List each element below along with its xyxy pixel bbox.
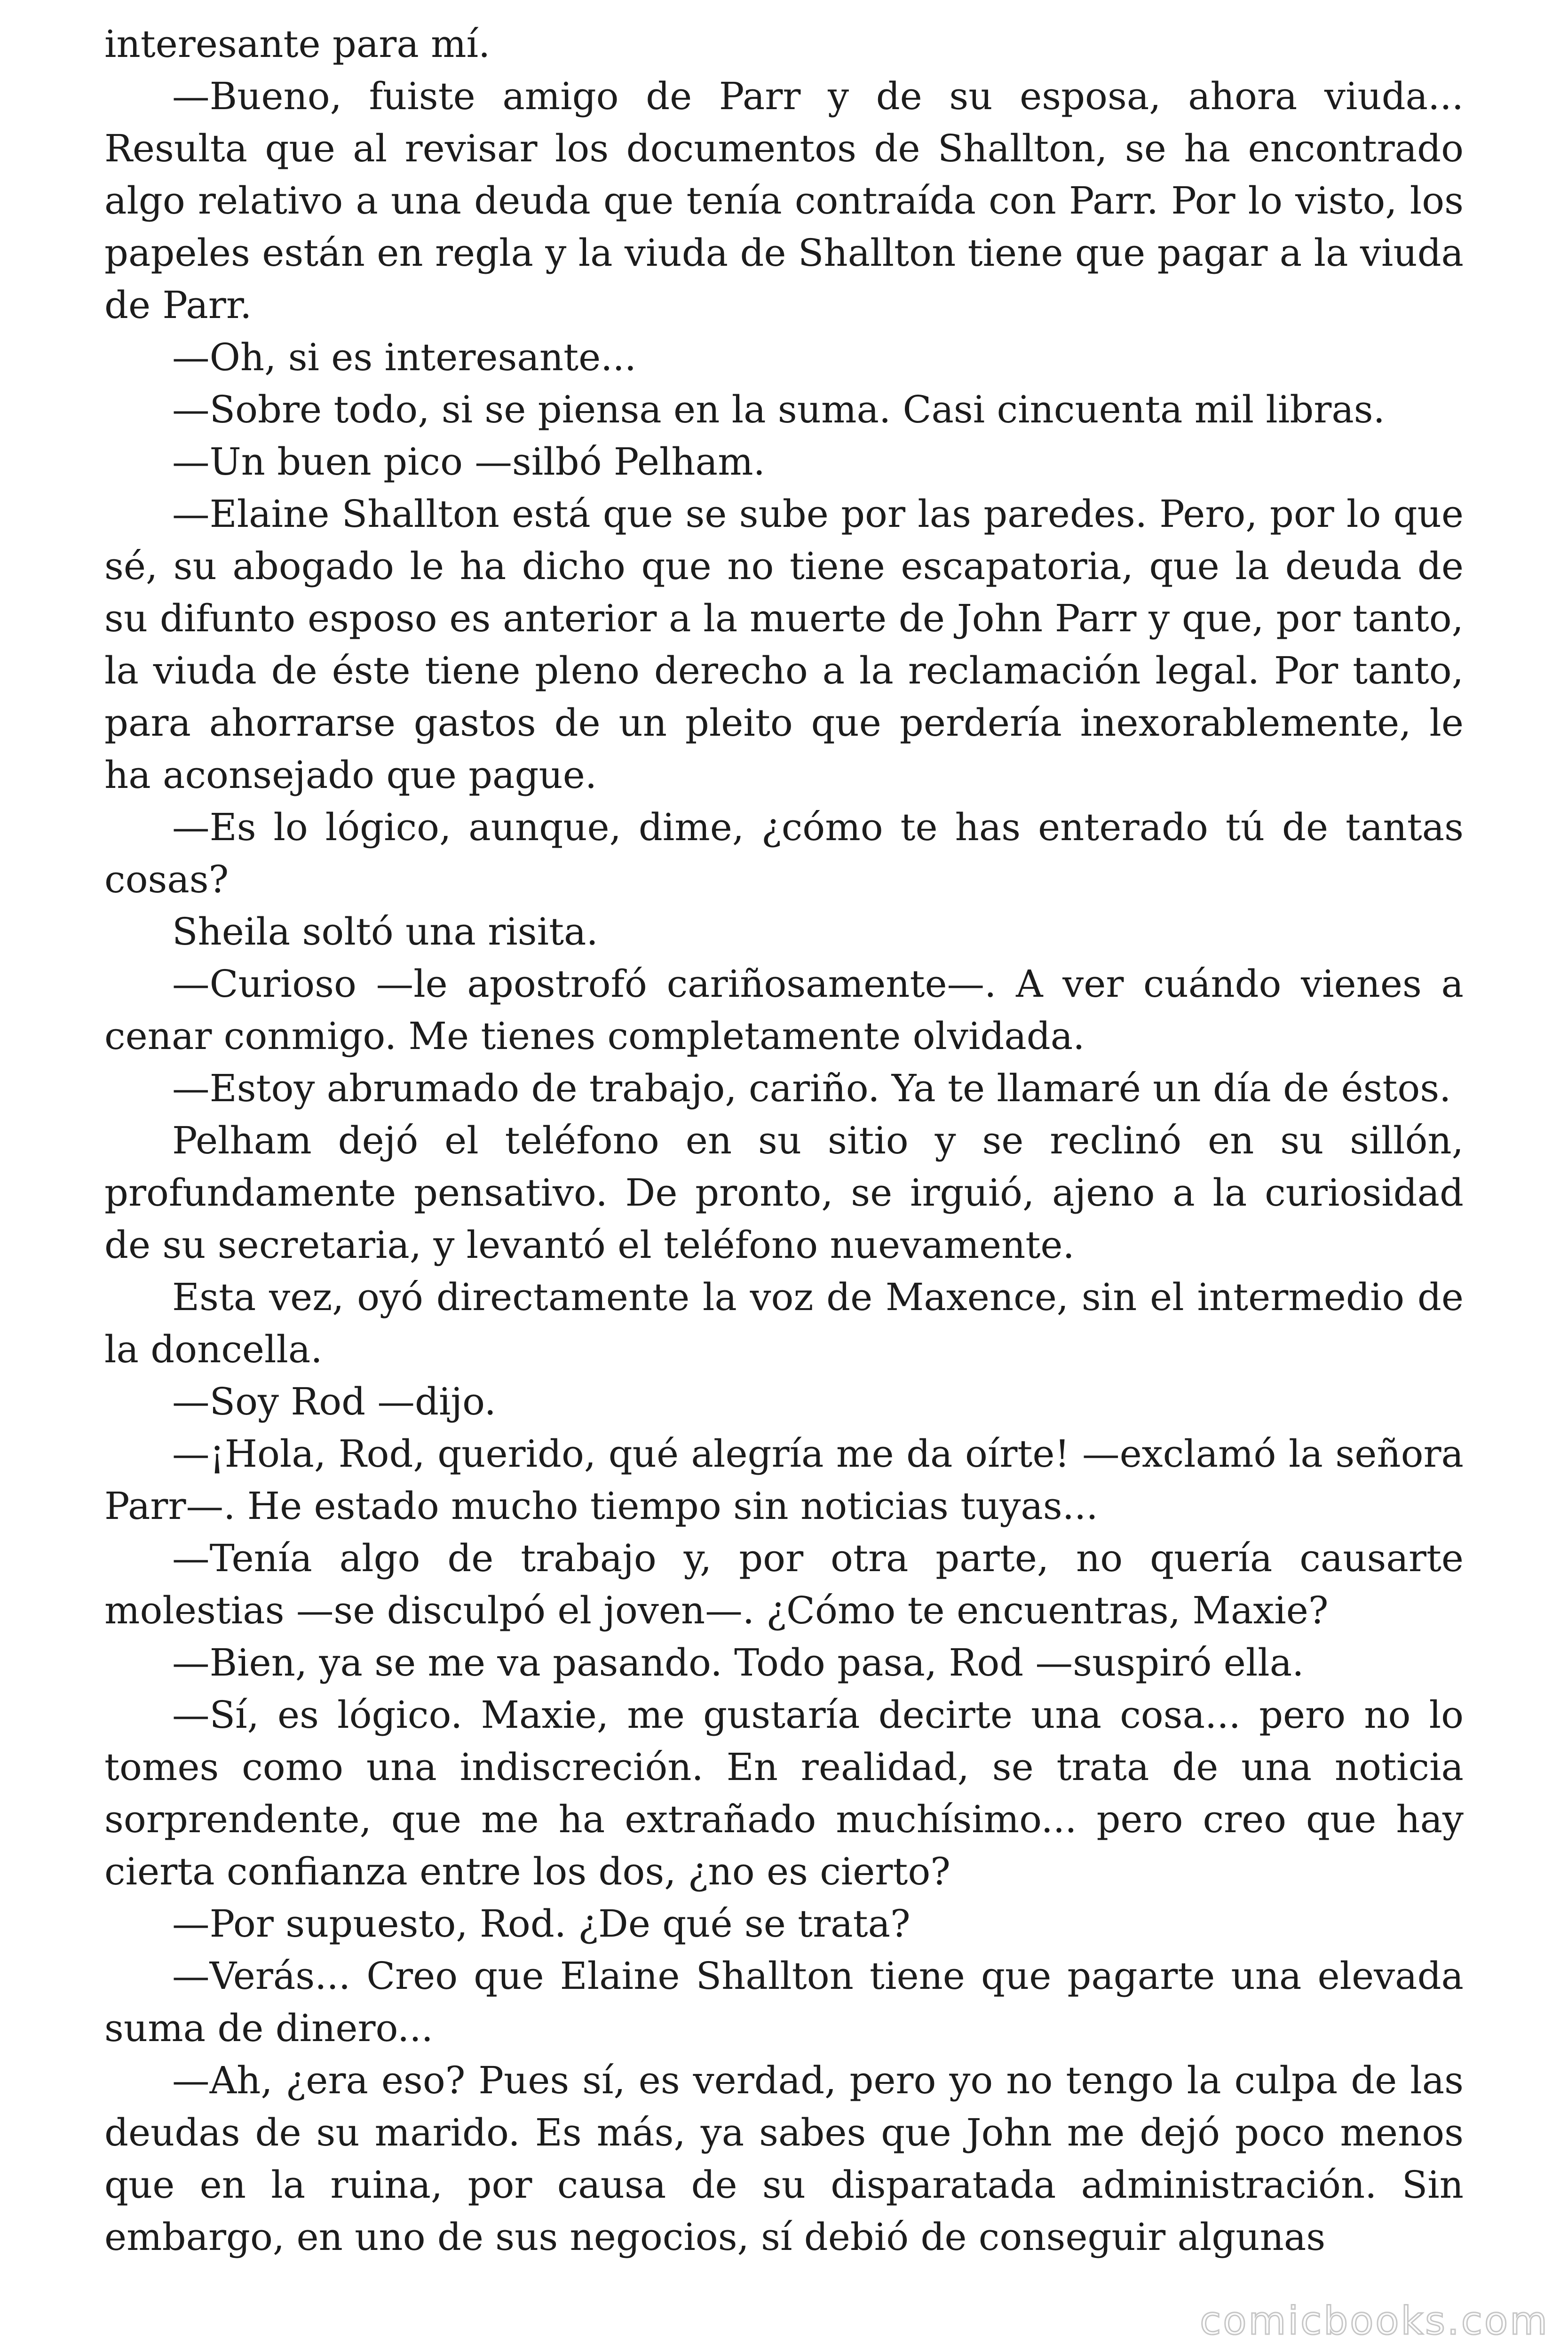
paragraph: —Verás... Creo que Elaine Shallton tiene que pagarte una elevada suma de dinero... [104, 1954, 1464, 2050]
paragraph: —Sobre todo, si se piensa en la suma. Casi cincuenta mil libras. [172, 388, 1385, 431]
paragraph: —Bien, ya se me va pasando. Todo pasa, Rod —suspiró ella. [172, 1641, 1304, 1685]
paragraph: —Ah, ¿era eso? Pues sí, es verdad, pero yo no tengo la culpa de las deudas de su marido. Es más, ya sabes que John me dejó poco menos que en la ruina, por causa de su disparatada administración. Sin embargo, en uno de sus negocios, sí debió de conseguir algunas [104, 2058, 1464, 2259]
paragraph: Sheila soltó una risita. [172, 910, 598, 954]
paragraph: interesante para mí. [104, 22, 491, 66]
watermark-logo: comicbooks.com [1200, 2299, 1549, 2344]
paragraph: —¡Hola, Rod, querido, qué alegría me da oírte! —exclamó la señora Parr—. He estado mucho tiempo sin noticias tuyas... [104, 1432, 1464, 1528]
paragraph: —Tenía algo de trabajo y, por otra parte, no quería causarte molestias —se disculpó el joven—. ¿Cómo te encuentras, Maxie? [104, 1536, 1464, 1632]
paragraph: —Bueno, fuiste amigo de Parr y de su esposa, ahora viuda... Resulta que al revisar los documentos de Shallton, se ha encontrado algo relativo a una deuda que tenía contraída con Parr. Por lo visto, los papeles están en regla y la viuda de Shallton tiene que pagar a la viuda de Parr. [104, 74, 1464, 327]
paragraph: —Curioso —le apostrofó cariñosamente—. A ver cuándo vienes a cenar conmigo. Me tienes completamente olvidada. [104, 962, 1464, 1058]
paragraph: —Soy Rod —dijo. [172, 1380, 496, 1423]
paragraph: —Por supuesto, Rod. ¿De qué se trata? [172, 1902, 911, 1946]
paragraph: Esta vez, oyó directamente la voz de Maxence, sin el intermedio de la doncella. [104, 1275, 1464, 1371]
paragraph: —Un buen pico —silbó Pelham. [172, 440, 765, 484]
paragraph: —Estoy abrumado de trabajo, cariño. Ya te llamaré un día de éstos. [172, 1066, 1451, 1110]
paragraph: —Elaine Shallton está que se sube por las paredes. Pero, por lo que sé, su abogado le ha dicho que no tiene escapatoria, que la deuda de su difunto esposo es anterior a la muerte de John Parr y que, por tanto, la viuda de éste tiene pleno derecho a la reclamación legal. Por tanto, para ahorrarse gastos de un pleito que perdería inexorablemente, le ha aconsejado que pague. [104, 492, 1464, 797]
paragraph: —Es lo lógico, aunque, dime, ¿cómo te has enterado tú de tantas cosas? [104, 805, 1464, 901]
document-page [104, 18, 1464, 2263]
paragraph: —Oh, si es interesante... [172, 335, 637, 379]
paragraph: —Sí, es lógico. Maxie, me gustaría decirte una cosa... pero no lo tomes como una indiscreción. En realidad, se trata de una noticia sorprendente, que me ha extrañado muchísimo... pero creo que hay cierta confianza entre los dos, ¿no es cierto? [104, 1693, 1464, 1893]
paragraph: Pelham dejó el teléfono en su sitio y se reclinó en su sillón, profundamente pensativo. De pronto, se irguió, ajeno a la curiosidad de su secretaria, y levantó el teléfono nuevamente. [104, 1119, 1464, 1267]
